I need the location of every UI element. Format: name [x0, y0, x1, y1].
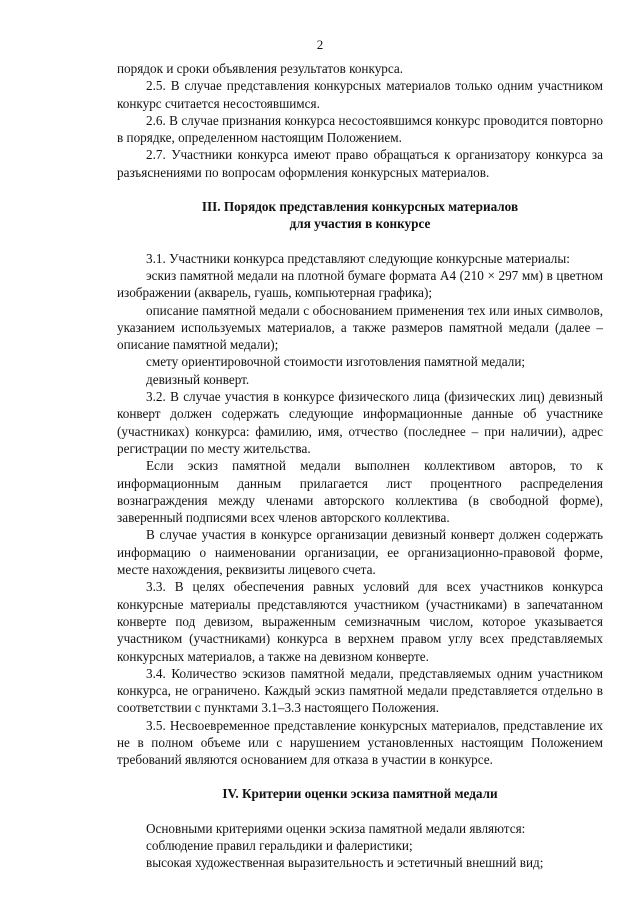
spacer [117, 181, 603, 198]
paragraph-3-5: 3.5. Несвоевременное представление конкурсных материалов, представление их не в полном объеме или с нарушением установленных настоящим Положением требований являются основанием для отказа в участии в конкурсе. [117, 717, 603, 768]
paragraph-3-2-organization: В случае участия в конкурсе организации девизный конверт должен содержать информацию о наименовании организации, ее организационно-правовой форме, месте нахождения, реквизиты лицевого счета. [117, 527, 603, 578]
paragraph-3-3: 3.3. В целях обеспечения равных условий для всех участников конкурса конкурсные материалы представляются участником (участниками) в запечатанном конверте под девизом, выраженным семизначным числом, которое указывается участником (участниками) конкурса в верхнем правом углу всех представляемых конкурсных материалов, а также на девизном конверте. [117, 579, 603, 664]
paragraph-4-criteria-heraldry: соблюдение правил геральдики и фалеристики; [146, 838, 413, 854]
paragraph-4-criteria-artistic: высокая художественная выразительность и эстетичный внешний вид; [146, 855, 544, 871]
spacer [117, 802, 603, 820]
paragraph-3-1-description: описание памятной медали с обоснованием применения тех или иных символов, указанием используемых материалов, а также размеров памятной медали (далее – описание памятной медали); [117, 302, 603, 353]
paragraph-3-2: 3.2. В случае участия в конкурсе физического лица (физических лиц) девизный конверт должен содержать следующие информационные данные об участнике (участниках) конкурса: фамилию, имя, отчество (последнее – при наличии), адрес регистрации по месту жительства. [117, 389, 603, 456]
paragraph-2-7: 2.7. Участники конкурса имеют право обращаться к организатору конкурса за разъяснениями по вопросам оформления конкурсных материалов. [117, 147, 603, 180]
paragraph-3-1-envelope: девизный конверт. [146, 371, 250, 387]
paragraph-3-2-collective: Если эскиз памятной медали выполнен коллективом авторов, то к информационным данным прилагается лист процентного распределения вознаграждения между членами авторского коллектива (в свободной форме), заверенный подписями всех членов авторского коллектива. [117, 458, 603, 526]
paragraph-section2-continuation: порядок и сроки объявления результатов конкурса. [117, 61, 404, 76]
page-number: 2 [316, 37, 324, 52]
paragraph-2-6: 2.6. В случае признания конкурса несостоявшимся конкурс проводится повторно в порядке, определенном настоящим Положением. [117, 112, 603, 146]
paragraph-3-1: 3.1. Участники конкурса представляют следующие конкурсные материалы: [146, 250, 570, 266]
paragraph-3-4: 3.4. Количество эскизов памятной медали, представляемых одним участником конкурса, не ограничено. Каждый эскиз памятной медали представляется отдельно в соответствии с пунктами 3.1–3.3 настоящего Положения. [117, 665, 603, 716]
spacer [117, 233, 603, 250]
paragraph-2-5: 2.5. В случае представления конкурсных материалов только одним участником конкурс считается несостоявшимся. [117, 78, 603, 111]
spacer [117, 769, 603, 785]
document-body [117, 60, 603, 872]
section-3-heading-line2: для участия в конкурсе [289, 216, 431, 232]
paragraph-3-1-estimate: смету ориентировочной стоимости изготовления памятной медали; [146, 354, 526, 370]
section-3-heading-line1: III. Порядок представления конкурсных материалов [201, 199, 519, 215]
paragraph-4-criteria-intro: Основными критериями оценки эскиза памятной медали являются: [146, 820, 526, 836]
section-4-heading: IV. Критерии оценки эскиза памятной медали [222, 785, 498, 801]
paragraph-3-1-sketch: эскиз памятной медали на плотной бумаге формата А4 (210 × 297 мм) в цветном изображении (акварель, гуашь, компьютерная графика); [117, 267, 603, 301]
